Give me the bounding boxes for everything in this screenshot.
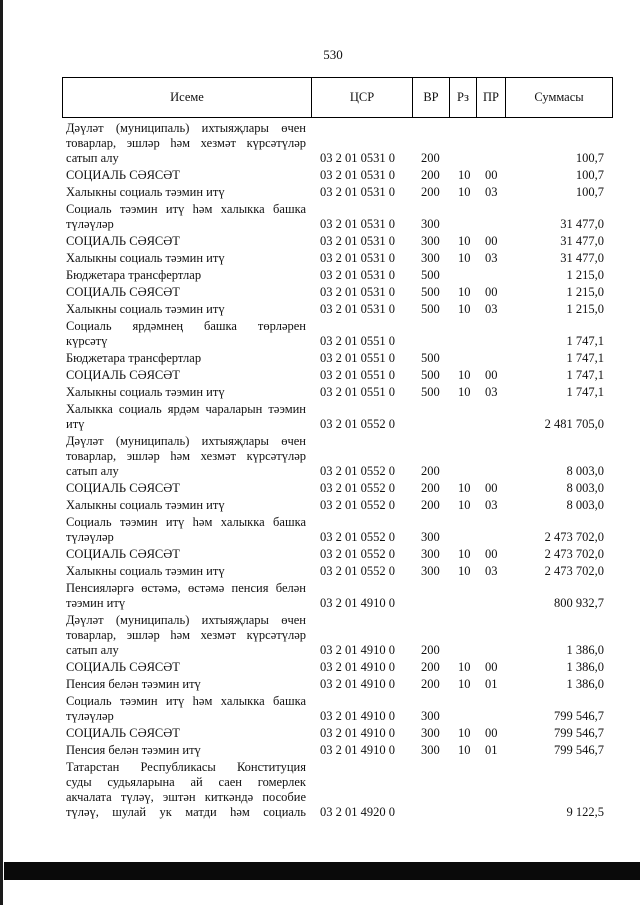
row-name [63,202,312,232]
row-name [63,434,312,479]
row-rz: 10 [458,743,471,757]
row-name [63,185,312,200]
row-csr: 03 2 01 0552 0 [320,464,395,478]
row-name-line: Халыкны социаль тәэмин итү [66,564,225,578]
row-csr: 03 2 01 4910 0 [320,677,395,691]
row-csr: 03 2 01 0531 0 [320,151,395,165]
table-row [63,350,612,367]
row-name-line: Халыкны социаль тәэмин итү [66,498,225,512]
row-rz [450,530,477,545]
page-number: 530 [323,47,343,62]
row-vr: 200 [421,643,440,657]
row-rz: 10 [458,251,471,265]
row-csr: 03 2 01 0531 0 [320,268,395,282]
row-sum: 1 215,0 [566,302,604,316]
row-rz [450,805,477,820]
row-name [63,515,312,545]
row-sum: 100,7 [575,151,604,165]
row-vr: 500 [421,302,440,316]
table-row [63,233,612,250]
table-row [63,120,612,167]
row-name-line: СОЦИАЛЬ СӘЯСӘТ [66,285,180,299]
table-row [63,580,612,612]
row-sum: 2 473 702,0 [544,547,604,561]
row-rz [450,151,477,166]
table-row [63,563,612,580]
table-row [63,514,612,546]
row-csr: 03 2 01 0551 0 [320,368,395,382]
row-sum: 1 747,1 [566,351,604,365]
row-name [63,481,312,496]
row-vr: 200 [421,185,440,199]
header-sum: Суммасы [534,90,584,104]
row-vr [413,596,450,611]
row-vr: 200 [421,168,440,182]
header-csr: ЦСР [312,78,413,117]
table-row [63,301,612,318]
row-pr [477,530,506,545]
row-name [63,677,312,692]
row-pr [477,351,506,366]
row-vr: 300 [421,743,440,757]
row-pr: 03 [485,251,498,265]
row-sum: 1 386,0 [566,643,604,657]
table-row [63,250,612,267]
row-name [63,402,312,432]
table-row [63,480,612,497]
row-name-line: сатып алу [66,643,119,657]
row-name-line: сатып алу [66,464,119,478]
row-rz [450,643,477,658]
row-pr: 00 [485,168,498,182]
row-name-line: түләү, шулай ук матди һәм социаль [66,805,306,819]
row-name [63,285,312,300]
row-pr [477,464,506,479]
row-csr: 03 2 01 0531 0 [320,234,395,248]
row-name [63,319,312,349]
row-name [63,302,312,317]
row-name-line: товарлар, эшләр һәм хезмәт күрсәтүләр [66,449,306,463]
table-row [63,693,612,725]
header-pr: ПР [477,78,506,117]
row-rz [450,709,477,724]
row-csr: 03 2 01 4910 0 [320,596,395,610]
row-vr: 500 [421,368,440,382]
row-vr: 300 [421,234,440,248]
row-name [63,234,312,249]
table-row [63,612,612,659]
row-sum: 31 477,0 [560,234,604,248]
row-rz: 10 [458,726,471,740]
row-sum: 31 477,0 [560,217,604,231]
row-vr: 500 [421,385,440,399]
row-rz: 10 [458,660,471,674]
row-name-line: товарлар, эшләр һәм хезмәт күрсәтүләр [66,628,306,642]
table-row [63,384,612,401]
row-sum: 8 003,0 [566,498,604,512]
row-csr: 03 2 01 4910 0 [320,743,395,757]
table-row [63,267,612,284]
row-sum: 8 003,0 [566,464,604,478]
row-name [63,564,312,579]
row-pr: 03 [485,564,498,578]
row-name [63,351,312,366]
row-name-line: СОЦИАЛЬ СӘЯСӘТ [66,368,180,382]
row-name [63,581,312,611]
row-vr: 200 [421,151,440,165]
row-vr: 200 [421,677,440,691]
row-pr [477,805,506,820]
row-name-line: СОЦИАЛЬ СӘЯСӘТ [66,234,180,248]
row-pr [477,643,506,658]
row-csr: 03 2 01 0551 0 [320,351,395,365]
scan-edge [0,0,3,905]
row-vr: 300 [421,564,440,578]
row-csr: 03 2 01 4920 0 [320,805,395,819]
row-name [63,743,312,758]
row-sum: 800 932,7 [554,596,604,610]
row-csr: 03 2 01 0531 0 [320,285,395,299]
row-name-line: түләүләр [66,530,114,544]
row-vr: 300 [421,217,440,231]
row-name [63,121,312,166]
row-name [63,268,312,283]
header-vr: ВР [413,78,450,117]
row-pr: 03 [485,498,498,512]
row-pr: 00 [485,285,498,299]
row-vr: 300 [421,547,440,561]
row-vr: 500 [421,351,440,365]
row-name-line: Халыкка социаль ярдәм чараларын тәэмин [66,402,306,416]
row-pr [477,596,506,611]
row-name [63,168,312,183]
row-rz: 10 [458,168,471,182]
row-sum: 799 546,7 [554,709,604,723]
row-name-line: тәэмин итү [66,596,126,610]
row-csr: 03 2 01 0531 0 [320,251,395,265]
row-sum: 31 477,0 [560,251,604,265]
row-sum: 1 747,1 [566,368,604,382]
row-rz [450,334,477,349]
table-row [63,659,612,676]
row-pr: 03 [485,385,498,399]
row-vr [413,805,450,820]
row-rz: 10 [458,677,471,691]
table-row [63,167,612,184]
row-csr: 03 2 01 0552 0 [320,481,395,495]
row-name-line: акчалата түләү, эштән киткәндә пособие [66,790,306,804]
row-csr: 03 2 01 0531 0 [320,302,395,316]
row-pr [477,709,506,724]
row-vr: 500 [421,285,440,299]
row-pr: 00 [485,726,498,740]
table-row [63,318,612,350]
row-pr: 00 [485,368,498,382]
row-sum: 799 546,7 [554,743,604,757]
row-rz: 10 [458,302,471,316]
row-name-line: СОЦИАЛЬ СӘЯСӘТ [66,660,180,674]
row-rz [450,268,477,283]
row-vr: 200 [421,464,440,478]
row-vr: 300 [421,251,440,265]
row-pr: 00 [485,234,498,248]
row-name-line: сатып алу [66,151,119,165]
row-name-line: түләүләр [66,709,114,723]
row-name-line: Дәүләт (муниципаль) ихтыяҗлары өчен [66,121,306,135]
row-name-line: Бюджетара трансфертлар [66,351,202,365]
row-rz [450,596,477,611]
row-name-line: суды судьяларына ай саен гомерлек [66,775,306,789]
row-rz: 10 [458,564,471,578]
row-name-line: Халыкны социаль тәэмин итү [66,385,225,399]
row-name-line: Дәүләт (муниципаль) ихтыяҗлары өчен [66,613,306,627]
row-sum: 100,7 [575,185,604,199]
row-pr: 00 [485,481,498,495]
row-sum: 1 215,0 [566,268,604,282]
table-row [63,401,612,433]
row-rz: 10 [458,498,471,512]
row-sum: 1 386,0 [566,660,604,674]
row-sum: 799 546,7 [554,726,604,740]
row-name-line: түләүләр [66,217,114,231]
row-vr: 300 [421,726,440,740]
row-csr: 03 2 01 0552 0 [320,547,395,561]
row-rz [450,464,477,479]
row-name [63,368,312,383]
row-rz: 10 [458,185,471,199]
row-vr: 300 [421,530,440,544]
table-row [63,284,612,301]
row-pr [477,334,506,349]
row-pr: 00 [485,660,498,674]
row-name [63,385,312,400]
row-csr: 03 2 01 0531 0 [320,185,395,199]
row-csr: 03 2 01 4910 0 [320,709,395,723]
row-name-line: Социаль тәэмин итү һәм халыкка башка [66,694,306,708]
row-name-line: Социаль ярдәмнең башка төрләрен [66,319,306,333]
row-csr: 03 2 01 0551 0 [320,334,395,348]
row-csr: 03 2 01 0531 0 [320,217,395,231]
row-csr: 03 2 01 0531 0 [320,168,395,182]
row-pr [477,417,506,432]
header-name: Исеме [63,78,312,117]
table-body [63,120,612,821]
row-pr: 03 [485,302,498,316]
row-name [63,613,312,658]
row-vr: 200 [421,481,440,495]
row-rz [450,217,477,232]
row-rz: 10 [458,368,471,382]
header-rz: Рз [450,78,477,117]
row-name-line: Пенсия белән тәэмин итү [66,677,201,691]
row-name-line: СОЦИАЛЬ СӘЯСӘТ [66,547,180,561]
row-name [63,760,312,820]
scan-bar [4,862,640,880]
row-vr [413,334,450,349]
row-name-line: Татарстан Республикасы Конституция [66,760,306,774]
row-sum: 2 481 705,0 [544,417,604,431]
table-row [63,725,612,742]
row-name [63,660,312,675]
row-sum: 9 122,5 [566,805,604,819]
row-vr: 500 [421,268,440,282]
row-sum: 8 003,0 [566,481,604,495]
row-sum: 1 747,1 [566,334,604,348]
row-rz: 10 [458,234,471,248]
row-name-line: Социаль тәэмин итү һәм халыкка башка [66,202,306,216]
row-pr: 03 [485,185,498,199]
table-row [63,433,612,480]
row-name-line: СОЦИАЛЬ СӘЯСӘТ [66,481,180,495]
row-vr: 300 [421,709,440,723]
table-row [63,201,612,233]
row-csr: 03 2 01 0552 0 [320,530,395,544]
row-rz: 10 [458,285,471,299]
row-csr: 03 2 01 4910 0 [320,660,395,674]
row-pr: 01 [485,743,498,757]
row-rz: 10 [458,547,471,561]
row-csr: 03 2 01 4910 0 [320,643,395,657]
table-row [63,759,612,821]
row-csr: 03 2 01 0551 0 [320,385,395,399]
row-name [63,498,312,513]
table-row [63,184,612,201]
row-name-line: Дәүләт (муниципаль) ихтыяҗлары өчен [66,434,306,448]
row-sum: 2 473 702,0 [544,530,604,544]
row-name-line: Халыкны социаль тәэмин итү [66,302,225,316]
row-name-line: СОЦИАЛЬ СӘЯСӘТ [66,168,180,182]
row-name-line: Бюджетара трансфертлар [66,268,202,282]
row-pr: 01 [485,677,498,691]
row-csr: 03 2 01 0552 0 [320,417,395,431]
table-row [63,676,612,693]
row-csr: 03 2 01 0552 0 [320,564,395,578]
table-row [63,497,612,514]
row-rz: 10 [458,385,471,399]
table-header [62,77,613,118]
row-name [63,726,312,741]
row-name-line: Пенсия белән тәэмин итү [66,743,201,757]
row-name [63,251,312,266]
row-rz [450,351,477,366]
row-name-line: СОЦИАЛЬ СӘЯСӘТ [66,726,180,740]
table-row [63,742,612,759]
row-name-line: Халыкны социаль тәэмин итү [66,185,225,199]
table-row [63,546,612,563]
row-vr [413,417,450,432]
table-row [63,367,612,384]
row-rz [450,417,477,432]
row-sum: 100,7 [575,168,604,182]
row-name-line: итү [66,417,85,431]
row-name-line: товарлар, эшләр һәм хезмәт күрсәтүләр [66,136,306,150]
row-rz: 10 [458,481,471,495]
row-name-line: күрсәтү [66,334,108,348]
row-name-line: Пенсияләргә өстәмә, өстәмә пенсия белән [66,581,306,595]
row-vr: 200 [421,498,440,512]
row-sum: 1 386,0 [566,677,604,691]
row-name-line: Социаль тәэмин итү һәм халыкка башка [66,515,306,529]
row-pr [477,217,506,232]
row-name-line: Халыкны социаль тәэмин итү [66,251,225,265]
row-pr: 00 [485,547,498,561]
row-name [63,694,312,724]
row-sum: 1 747,1 [566,385,604,399]
row-csr: 03 2 01 4910 0 [320,726,395,740]
row-sum: 2 473 702,0 [544,564,604,578]
row-csr: 03 2 01 0552 0 [320,498,395,512]
row-vr: 200 [421,660,440,674]
row-name [63,547,312,562]
row-pr [477,268,506,283]
row-sum: 1 215,0 [566,285,604,299]
row-pr [477,151,506,166]
